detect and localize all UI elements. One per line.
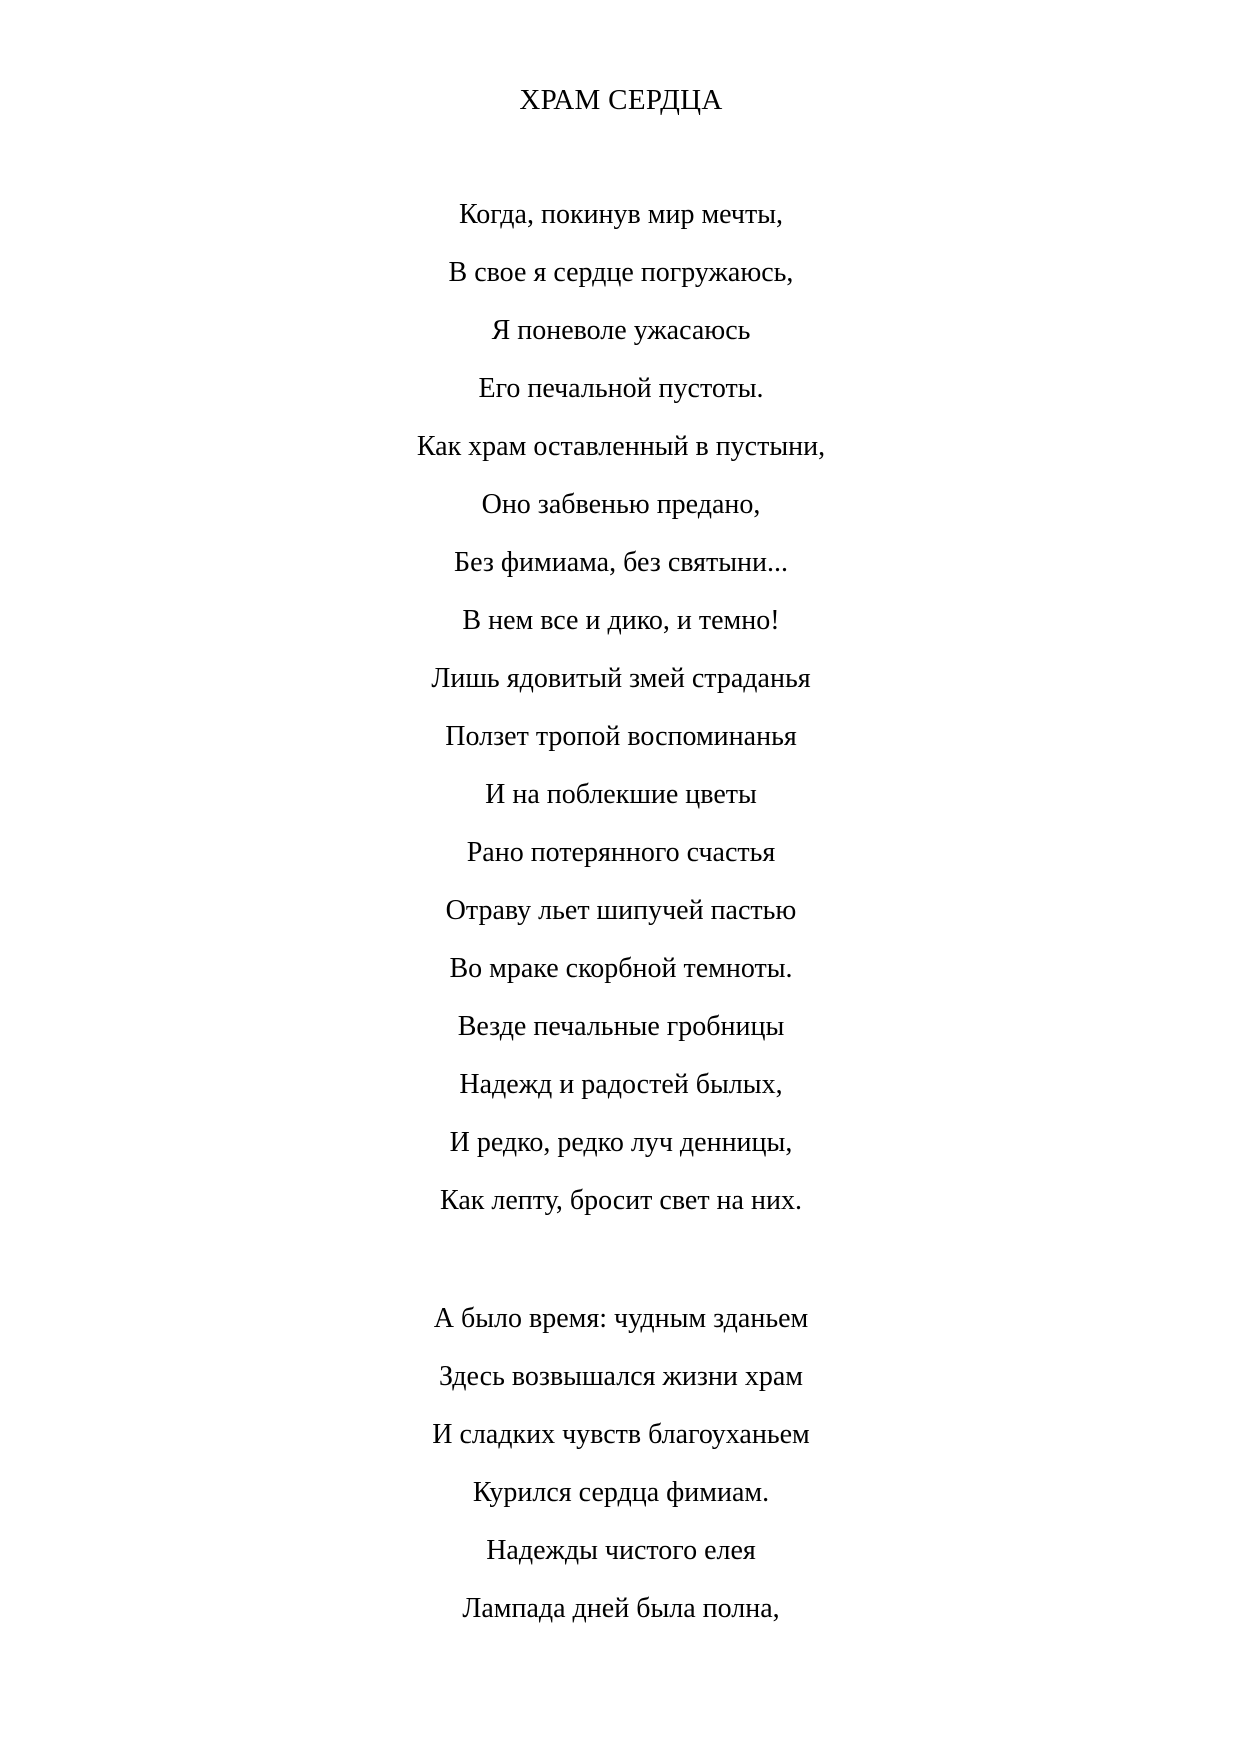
poem-line: В нем все и дико, и темно! [462, 605, 780, 636]
poem-line: Надежды чистого елея [486, 1535, 756, 1566]
poem-line: Оно забвенью предано, [481, 489, 761, 520]
poem-line: И сладких чувств благоуханьем [432, 1419, 810, 1450]
poem-line: Как храм оставленный в пустыни, [416, 431, 826, 462]
poem-line: Лишь ядовитый змей страданья [431, 663, 811, 694]
poem-line: Рано потерянного счастья [466, 837, 776, 868]
poem-line: Здесь возвышался жизни храм [438, 1361, 804, 1392]
poem-title: ХРАМ СЕРДЦА [519, 84, 723, 116]
poem-line: В свое я сердце погружаюсь, [448, 257, 794, 288]
poem-line: Без фимиама, без святыни... [453, 547, 788, 578]
poem-line: И редко, редко луч денницы, [449, 1127, 793, 1158]
poem-line: Ползет тропой воспоминанья [445, 721, 797, 752]
poem-line: И на поблекшие цветы [485, 779, 757, 810]
stanza-2 [0, 1298, 1242, 1646]
poem-line: Когда, покинув мир мечты, [458, 199, 784, 230]
poem-line: Его печальной пустоты. [478, 373, 764, 404]
poem-line: Надежд и радостей былых, [459, 1069, 783, 1100]
poem-line: Как лепту, бросит свет на них. [440, 1185, 802, 1216]
poem-line: Курился сердца фимиам. [472, 1477, 770, 1508]
poem-line: Во мраке скорбной темноты. [449, 953, 793, 984]
stanza-1 [0, 194, 1242, 1238]
poem-line: А было время: чудным зданьем [433, 1303, 809, 1334]
poem-line: Отраву льет шипучей пастью [445, 895, 797, 926]
poem-line: Лампада дней была полна, [462, 1593, 780, 1624]
poem-line: Везде печальные гробницы [457, 1011, 785, 1042]
poem-line: Я поневоле ужасаюсь [491, 315, 751, 346]
